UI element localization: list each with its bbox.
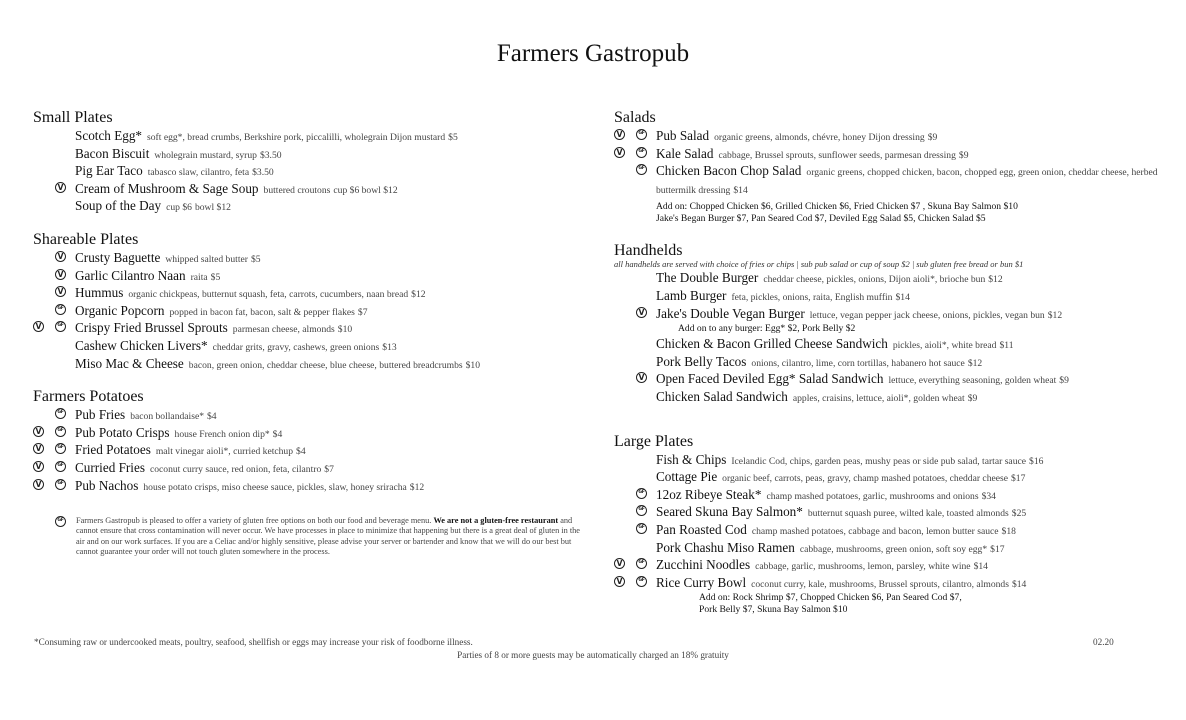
menu-item-price: $3.50	[252, 167, 274, 179]
dietary-icons	[33, 199, 71, 213]
menu-item-description: bacon bollandaise*	[130, 411, 204, 423]
gluten-free-icon: GF	[636, 576, 647, 587]
section-farmers-potatoes	[33, 387, 578, 495]
vegan-icon: V	[33, 461, 44, 472]
menu-item-description: popped in bacon fat, bacon, salt & pepper flakes	[169, 306, 355, 318]
gluten-free-icon: GF	[636, 129, 647, 140]
menu-item-name: Garlic Cilantro Naan	[75, 267, 186, 283]
gluten-free-icon: GF	[636, 558, 647, 569]
menu-item-description: whipped salted butter	[165, 253, 248, 265]
menu-item	[33, 356, 578, 374]
dietary-icons	[614, 576, 652, 590]
dietary-icons	[33, 286, 71, 300]
menu-item-name: Fish & Chips	[656, 451, 727, 467]
gluten-free-note	[55, 516, 585, 558]
dietary-icons	[614, 541, 652, 555]
menu-item-price: $14	[733, 184, 748, 196]
menu-item	[33, 181, 578, 199]
gluten-free-icon: GF	[55, 304, 66, 315]
menu-item-price: bowl $12	[194, 202, 231, 214]
menu-item-price: $16	[1029, 455, 1044, 467]
menu-item	[614, 540, 1159, 558]
dietary-icons	[614, 271, 652, 285]
menu-item-description: organic greens, chopped chicken, bacon, chopped egg, green onion, cheddar cheese, herbed buttermilk dressing	[656, 167, 1158, 196]
menu-item-price: $9	[967, 392, 978, 404]
menu-item	[33, 163, 578, 181]
menu-item-name: Pub Fries	[75, 407, 126, 423]
vegan-icon: V	[33, 443, 44, 454]
menu-item-name: Pub Salad	[656, 128, 710, 143]
menu-item-list	[33, 407, 578, 495]
menu-item-price: $13	[382, 341, 397, 353]
menu-item-description: organic chickpeas, butternut squash, feta, carrots, cucumbers, naan bread	[128, 289, 409, 301]
menu-item-price: $9	[927, 132, 938, 143]
menu-item-name: Zucchini Noodles	[656, 557, 751, 573]
dietary-icons	[33, 321, 71, 335]
menu-item	[33, 442, 578, 460]
gluten-free-note-bold: We are not a gluten-free restaurant	[433, 516, 559, 525]
menu-item-description: coconut curry sauce, red onion, feta, cilantro	[149, 463, 322, 475]
dietary-icons	[614, 523, 652, 537]
section-title: Handhelds	[614, 242, 683, 260]
dietary-icons	[33, 129, 71, 143]
vegan-icon: V	[614, 129, 625, 140]
dietary-icons	[614, 129, 652, 143]
menu-item-name: Curried Fries	[75, 459, 145, 475]
vegan-icon: V	[614, 558, 625, 569]
gluten-free-note-text	[76, 516, 585, 558]
dietary-icons	[614, 164, 652, 178]
menu-item-name: 12oz Ribeye Steak*	[656, 486, 762, 502]
menu-item-price: $12	[988, 274, 1003, 286]
gluten-free-icon: GF	[55, 461, 66, 472]
menu-item-price: $18	[1001, 525, 1016, 537]
menu-item-description: organic greens, almonds, chévre, honey Dijon dressing	[714, 132, 925, 143]
section-title: Small Plates	[33, 109, 113, 126]
menu-item	[614, 371, 1159, 389]
menu-item-description: cabbage, garlic, mushrooms, lemon, parsley, white wine	[755, 561, 971, 573]
dietary-icons	[33, 164, 71, 178]
menu-item-price: $25	[1011, 508, 1027, 520]
menu-item-name: Chicken & Bacon Grilled Cheese Sandwich	[656, 336, 888, 352]
dietary-icons	[614, 470, 652, 484]
menu-item-description: butternut squash puree, wilted kale, toasted almonds	[807, 508, 1009, 520]
menu-item-price: $12	[411, 289, 426, 301]
menu-item-list	[33, 128, 578, 216]
menu-item-name: Pub Nachos	[75, 477, 139, 493]
menu-item	[614, 575, 1159, 593]
dietary-icons	[614, 337, 652, 351]
menu-item	[614, 504, 1159, 522]
section-title: Shareable Plates	[33, 230, 139, 248]
menu-item-price: $12	[409, 481, 425, 493]
menu-item	[614, 163, 1159, 198]
menu-item	[614, 469, 1159, 487]
menu-item-description: cheddar cheese, pickles, onions, Dijon aioli*, brioche bun	[763, 274, 986, 286]
menu-item-list	[614, 128, 1159, 198]
section-shareable-plates	[33, 230, 578, 373]
menu-item	[614, 354, 1159, 372]
menu-item-name: Pork Belly Tacos	[656, 353, 747, 369]
dietary-icons	[614, 355, 652, 369]
menu-item-description: feta, pickles, onions, raita, English muffin	[731, 291, 893, 303]
dietary-icons	[614, 558, 652, 572]
vegan-icon: V	[614, 147, 625, 158]
menu-item-name: The Double Burger	[656, 270, 759, 286]
menu-item-name: Cottage Pie	[656, 469, 718, 485]
menu-item	[33, 268, 578, 286]
menu-item-description: champ mashed potatoes, garlic, mushrooms and onions	[766, 490, 979, 502]
menu-item	[33, 407, 578, 425]
dietary-icons	[33, 461, 71, 475]
menu-item-name: Crispy Fried Brussel Sprouts	[75, 320, 228, 336]
large-plates-addon-1: Add on: Rock Shrimp $7, Chopped Chicken $6, Pan Seared Cod $7,	[699, 592, 962, 604]
menu-date: 02.20	[1093, 637, 1114, 647]
menu-item-description: bacon, green onion, cheddar cheese, blue cheese, buttered breadcrumbs	[188, 359, 463, 371]
menu-item-name: Pan Roasted Cod	[656, 521, 747, 537]
section-title: Farmers Potatoes	[33, 388, 144, 406]
vegan-icon: V	[614, 576, 625, 587]
menu-item-price: $5	[448, 132, 458, 143]
menu-item	[33, 320, 578, 338]
menu-item-name: Hummus	[75, 285, 124, 301]
section-handhelds	[614, 241, 1159, 406]
dietary-icons	[614, 307, 652, 321]
vegan-icon: V	[55, 269, 66, 280]
menu-item-price: $3.50	[259, 149, 282, 161]
raw-food-warning: *Consuming raw or undercooked meats, poultry, seafood, shellfish or eggs may increase your risk of foodborne illness.	[34, 637, 473, 647]
menu-item-price: $5	[210, 271, 221, 283]
menu-item-price: $34	[981, 490, 996, 502]
menu-item-price: $12	[967, 357, 983, 369]
menu-item-description: lettuce, vegan pepper jack cheese, onions, pickles, vegan bun	[809, 309, 1045, 321]
menu-item	[614, 306, 1159, 324]
dietary-icons	[614, 390, 652, 404]
menu-item-description: malt vinegar aioli*, curried ketchup	[155, 446, 294, 458]
dietary-icons	[33, 357, 71, 371]
menu-item	[614, 557, 1159, 575]
vegan-icon: V	[33, 426, 44, 437]
dietary-icons	[33, 182, 71, 196]
menu-item-price: $17	[990, 543, 1005, 555]
section-salads	[614, 108, 1159, 225]
menu-item	[614, 452, 1159, 470]
menu-item-description: house French onion dip*	[174, 428, 270, 440]
gluten-free-note-text-2: and cannot ensure that cross contamination will never occur. We have processes in place to minimize that happening but there is a great deal of gluten in the air and on our work surfaces. If you are a Celiac and/or highly sensitive, please advise your server or bartender and know that we will do our best but cannot guarantee your order will not touch gluten somewhere in the process.	[76, 516, 580, 557]
gluten-free-icon: GF	[55, 426, 66, 437]
menu-item-description: Icelandic Cod, chips, garden peas, mushy peas or side pub salad, tartar sauce	[731, 455, 1027, 467]
vegan-icon: V	[55, 286, 66, 297]
menu-item-price: $5	[250, 253, 261, 265]
menu-item-name: Bacon Biscuit	[75, 145, 150, 161]
dietary-icons	[33, 443, 71, 457]
menu-item-name: Cashew Chicken Livers*	[75, 337, 208, 353]
menu-item-description: champ mashed potatoes, cabbage and bacon, lemon butter sauce	[751, 525, 999, 537]
menu-item	[33, 146, 578, 164]
menu-item	[33, 425, 578, 443]
menu-item-price: $17	[1011, 473, 1026, 485]
gluten-free-icon: GF	[55, 408, 66, 419]
dietary-icons	[614, 147, 652, 161]
menu-item-price: $12	[1047, 309, 1063, 321]
gratuity-note: Parties of 8 or more guests may be automatically charged an 18% gratuity	[457, 650, 729, 660]
menu-item-description: onions, cilantro, lime, corn tortillas, habanero hot sauce	[751, 357, 965, 369]
menu-item-name: Pub Potato Crisps	[75, 424, 170, 440]
menu-item-name: Rice Curry Bowl	[656, 574, 747, 590]
menu-item	[614, 270, 1159, 288]
menu-item	[33, 460, 578, 478]
menu-item-price: $4	[272, 428, 283, 440]
menu-item-name: Pig Ear Taco	[75, 163, 143, 179]
dietary-icons	[614, 505, 652, 519]
dietary-icons	[33, 251, 71, 265]
menu-item-name: Open Faced Deviled Egg* Salad Sandwich	[656, 371, 884, 387]
menu-item-description: pickles, aioli*, white bread	[892, 340, 997, 352]
menu-item-description: cup $6	[166, 202, 192, 214]
gluten-free-icon: GF	[636, 523, 647, 534]
menu-item-price: $9	[958, 149, 969, 161]
right-column	[614, 108, 1159, 616]
menu-item-price: $11	[999, 340, 1014, 352]
dietary-icons	[33, 479, 71, 493]
dietary-icons	[33, 269, 71, 283]
menu-item-name: Chicken Salad Sandwich	[656, 388, 788, 404]
dietary-icons	[614, 289, 652, 303]
menu-item	[33, 285, 578, 303]
menu-item	[614, 288, 1159, 306]
menu-item	[33, 338, 578, 356]
menu-item-description: cabbage, mushrooms, green onion, soft soy egg*	[799, 543, 988, 555]
menu-title: Farmers Gastropub	[496, 40, 690, 67]
vegan-icon: V	[55, 251, 66, 262]
dietary-icons	[33, 339, 71, 353]
vegan-icon: V	[636, 372, 647, 383]
gluten-free-icon: GF	[55, 321, 66, 332]
gluten-free-icon: GF	[55, 443, 66, 454]
menu-item-description: wholegrain mustard, syrup	[154, 149, 257, 161]
menu-item-price: cup $6 bowl $12	[333, 184, 398, 196]
menu-item-price: $14	[1011, 578, 1027, 590]
menu-item	[33, 128, 578, 146]
dietary-icons	[614, 372, 652, 386]
menu-item-price: $10	[465, 359, 481, 371]
dietary-icons	[33, 147, 71, 161]
vegan-icon: V	[55, 182, 66, 193]
menu-item-name: Lamb Burger	[656, 287, 727, 303]
vegan-icon: V	[33, 479, 44, 490]
dietary-icons	[614, 453, 652, 467]
gluten-free-icon: GF	[636, 505, 647, 516]
menu-item	[33, 478, 578, 496]
handhelds-addon: Add on to any burger: Egg* $2, Pork Belly $2	[678, 323, 856, 335]
menu-item-price: $7	[324, 463, 334, 475]
salads-addon-1: Add on: Chopped Chicken $6, Grilled Chicken $6, Fried Chicken $7 , Skuna Bay Salmon $10	[656, 201, 1018, 213]
dietary-icons	[614, 488, 652, 502]
menu-item-price: $7	[357, 306, 368, 318]
gluten-free-note-text-1: Farmers Gastropub is pleased to offer a variety of gluten free options on both our food and beverage menu.	[76, 516, 432, 525]
salads-addon-2: Jake's Began Burger $7, Pan Seared Cod $7, Deviled Egg Salad $5, Chicken Salad $5	[656, 213, 986, 225]
menu-item	[614, 487, 1159, 505]
dietary-icons	[33, 408, 71, 422]
section-small-plates	[33, 108, 578, 216]
menu-item-list	[614, 336, 1159, 406]
menu-item-description: organic beef, carrots, peas, gravy, champ mashed potatoes, cheddar cheese	[722, 473, 1008, 485]
section-title: Large Plates	[614, 432, 694, 450]
menu-item-price: $14	[973, 561, 988, 573]
gluten-free-icon: GF	[55, 479, 66, 490]
gluten-free-icon: GF	[636, 164, 647, 175]
menu-item-list	[614, 452, 1159, 593]
menu-item-description: soft egg*, bread crumbs, Berkshire pork, piccalilli, wholegrain Dijon mustard	[147, 132, 446, 143]
dietary-icons	[33, 304, 71, 318]
menu-item-name: Scotch Egg*	[75, 128, 143, 143]
menu-item-description: lettuce, everything seasoning, golden wheat	[888, 375, 1057, 387]
menu-item-price: $4	[207, 411, 217, 423]
menu-item-name: Pork Chashu Miso Ramen	[656, 539, 795, 555]
menu-item	[33, 250, 578, 268]
menu-item-description: house potato crisps, miso cheese sauce, pickles, slaw, honey sriracha	[143, 481, 407, 493]
menu-item-name: Soup of the Day	[75, 198, 162, 214]
menu-item-list	[614, 270, 1159, 323]
menu-item-price: $14	[895, 291, 910, 303]
menu-item-description: apples, craisins, lettuce, aioli*, golden wheat	[792, 392, 965, 404]
handhelds-note: all handhelds are served with choice of fries or chips | sub pub salad or cup of soup $2 | sub gluten free bread or bun $1	[614, 259, 1024, 270]
large-plates-addon-2: Pork Belly $7, Skuna Bay Salmon $10	[699, 604, 848, 616]
menu-item-price: $10	[337, 324, 353, 336]
menu-item-name: Miso Mac & Cheese	[75, 355, 184, 371]
menu-item-name: Jake's Double Vegan Burger	[656, 305, 805, 321]
menu-item	[614, 336, 1159, 354]
menu-item	[33, 198, 578, 216]
menu-item-name: Crusty Baguette	[75, 249, 161, 265]
menu-item	[614, 146, 1159, 164]
menu-item	[614, 128, 1159, 146]
vegan-icon: V	[636, 307, 647, 318]
gluten-free-icon: GF	[636, 488, 647, 499]
menu-item-description: buttered croutons	[263, 184, 331, 196]
menu-item-name: Organic Popcorn	[75, 302, 165, 318]
menu-item-name: Seared Skuna Bay Salmon*	[656, 504, 803, 520]
menu-item-name: Chicken Bacon Chop Salad	[656, 163, 802, 179]
menu-item-name: Kale Salad	[656, 145, 714, 161]
section-large-plates	[614, 432, 1159, 617]
menu-item	[33, 303, 578, 321]
menu-item-description: cabbage, Brussel sprouts, sunflower seeds, parmesan dressing	[718, 149, 956, 161]
menu-item-name: Cream of Mushroom & Sage Soup	[75, 180, 259, 196]
menu-item	[614, 522, 1159, 540]
menu-item-name: Fried Potatoes	[75, 442, 151, 458]
menu-item	[614, 389, 1159, 407]
menu-item-description: raita	[190, 271, 208, 283]
menu-item-price: $9	[1059, 375, 1069, 387]
menu-item-price: $4	[296, 446, 306, 458]
gluten-free-icon: GF	[55, 516, 66, 527]
menu-item-list	[33, 250, 578, 373]
menu-item-description: tabasco slaw, cilantro, feta	[147, 167, 250, 179]
dietary-icons	[33, 426, 71, 440]
menu-item-description: cheddar grits, gravy, cashews, green onions	[212, 341, 380, 353]
menu-item-description: parmesan cheese, almonds	[232, 324, 335, 336]
left-column	[33, 108, 578, 495]
gluten-free-icon: GF	[636, 147, 647, 158]
menu-item-description: coconut curry, kale, mushrooms, Brussel sprouts, cilantro, almonds	[751, 578, 1009, 590]
section-title: Salads	[614, 109, 656, 126]
vegan-icon: V	[33, 321, 44, 332]
